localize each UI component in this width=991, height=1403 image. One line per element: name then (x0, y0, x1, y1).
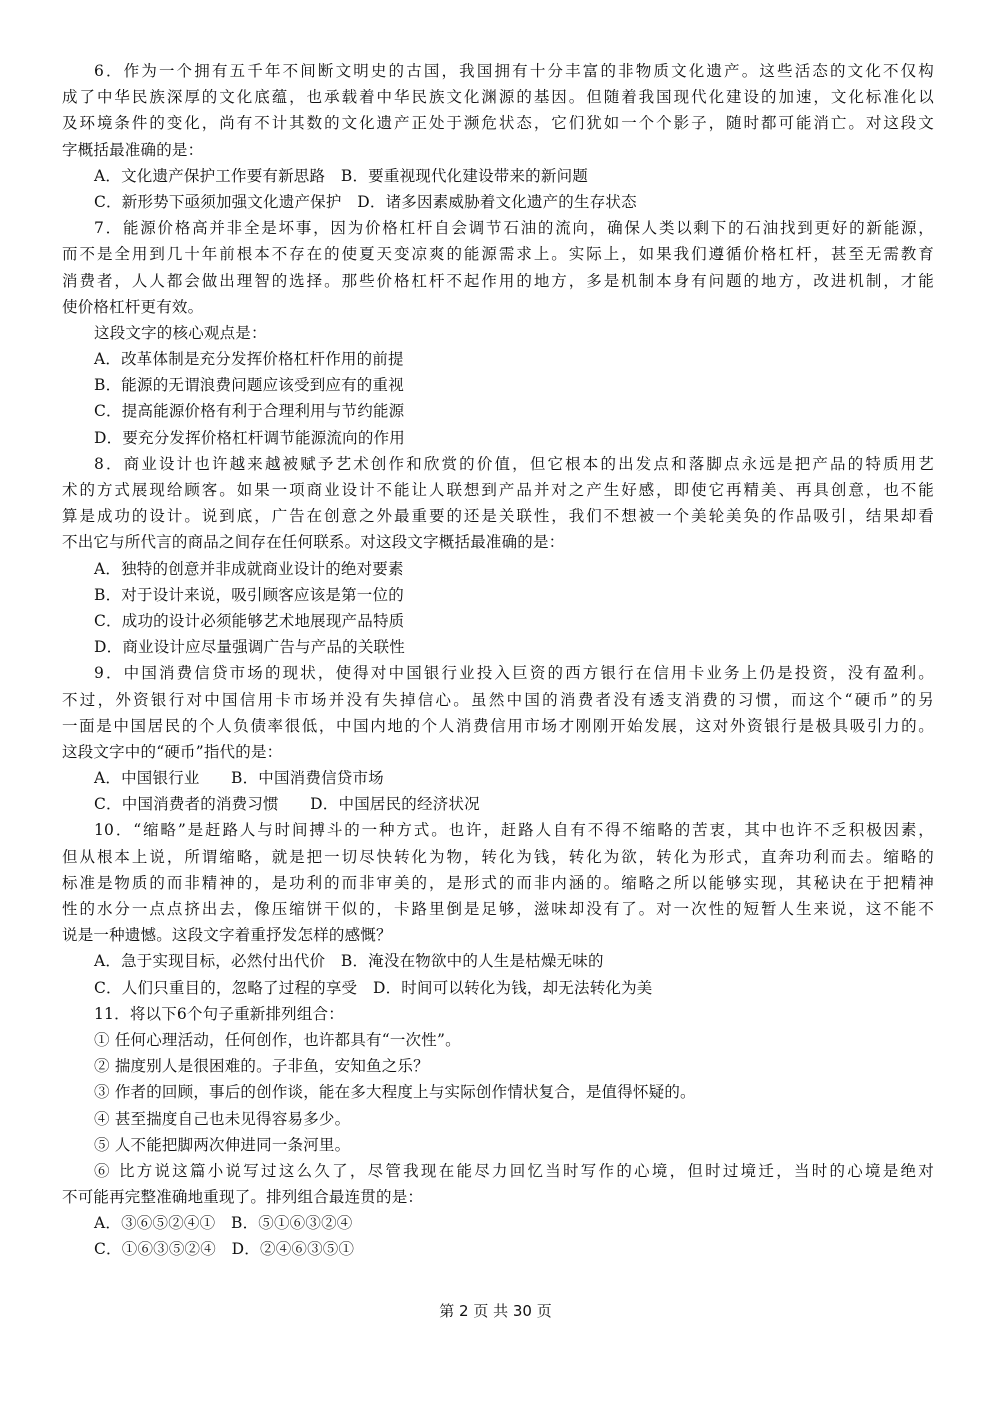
question-10 (62, 817, 934, 1000)
question-10-line: 说是一种遗憾。这段文字着重抒发怎样的感慨？ (62, 926, 392, 945)
document-page (62, 58, 934, 1263)
question-11-sentence: ③ 作者的回顾，事后的创作谈，能在多大程度上与实际创作情状复合，是值得怀疑的。 (94, 1083, 696, 1102)
question-7-line: 7．能源价格高并非全是坏事，因为价格杠杆自会调节石油的流向，确保人类以剩下的石油找到更好的新能源， (94, 219, 934, 238)
question-11-sentence: ⑤ 人不能把脚两次伸进同一条河里。 (94, 1135, 351, 1154)
question-9-options-row: C．中国消费者的消费习惯 D．中国居民的经济状况 (94, 795, 480, 814)
question-9-line: 这段文字中的“硬币”指代的是： (62, 742, 283, 761)
question-11-line: 11．将以下6个句子重新排列组合： (94, 1004, 344, 1023)
question-7-option: B．能源的无谓浪费问题应该受到应有的重视 (94, 376, 404, 395)
question-9 (62, 660, 934, 817)
question-6-options-row: A．文化遗产保护工作要有新思路 B．要重视现代化建设带来的新问题 (94, 166, 588, 185)
question-10-line: 但从根本上说，所谓缩略，就是把一切尽快转化为物，转化为钱，转化为欲，转化为形式，直奔功利而去。缩略的 (62, 847, 934, 866)
question-10-line: 标准是物质的而非精神的，是功利的而非审美的，是形式的而非内涵的。缩略之所以能够实现，其秘诀在于把精神 (62, 873, 934, 892)
question-10-options-row: A．急于实现目标，必然付出代价 B．淹没在物欲中的人生是枯燥无味的 (94, 952, 604, 971)
question-11-sentence: ② 揣度别人是很困难的。子非鱼，安知鱼之乐？ (94, 1057, 429, 1076)
question-7-line: 消费者，人人都会做出理智的选择。那些价格杠杆不起作用的地方，多是机制本身有问题的地方，改进机制，才能 (62, 271, 934, 290)
question-11-sentence: ① 任何心理活动，任何创作，也许都具有“一次性”。 (94, 1030, 461, 1049)
question-8-option: B．对于设计来说，吸引顾客应该是第一位的 (94, 585, 404, 604)
page-number-footer: 第 2 页 共 30 页 (439, 1302, 552, 1320)
question-7-prompt: 这段文字的核心观点是： (94, 323, 267, 342)
question-9-line: 一面是中国居民的个人负债率很低，中国内地的个人消费信用市场才刚刚开始发展，这对外资银行是极具吸引力的。 (62, 716, 934, 735)
question-10-options-row: C．人们只重目的，忽略了过程的享受 D．时间可以转化为钱，却无法转化为美 (94, 978, 653, 997)
question-6-line: 成了中华民族深厚的文化底蕴，也承载着中华民族文化渊源的基因。但随着我国现代化建设的加速，文化标准化以 (62, 88, 934, 107)
question-7-option: A．改革体制是充分发挥价格杠杆作用的前提 (94, 350, 404, 369)
question-8-line: 不出它与所代言的商品之间存在任何联系。对这段文字概括最准确的是： (62, 533, 565, 552)
question-11-sentence: ④ 甚至揣度自己也未见得容易多少。 (94, 1109, 351, 1128)
question-11 (62, 1001, 934, 1263)
question-11-options-row: A．③⑥⑤②④① B．⑤①⑥③②④ (94, 1214, 353, 1233)
question-8-line: 术的方式展现给顾客。如果一项商业设计不能让人联想到产品并对之产生好感，即使它再精美、再具创意，也不能 (62, 481, 934, 499)
question-8-line: 算是成功的设计。说到底，广告在创意之外最重要的还是关联性，我们不想被一个美轮美奂的作品吸引，结果却看 (62, 507, 934, 526)
question-9-options-row: A．中国银行业 B．中国消费信贷市场 (94, 769, 384, 788)
question-8-line: 8．商业设计也许越来越被赋予艺术创作和欣赏的价值，但它根本的出发点和落脚点永远是把产品的特质用艺 (94, 454, 934, 473)
question-11-options-row: C．①⑥③⑤②④ D．②④⑥③⑤① (94, 1240, 355, 1259)
question-7 (62, 215, 934, 451)
question-11-line: 不可能再完整准确地重现了。排列组合最连贯的是： (62, 1188, 424, 1207)
question-7-line: 使价格杠杆更有效。 (62, 297, 204, 316)
question-7-line: 而不是全用到几十年前根本不存在的使夏天变凉爽的能源需求上。实际上，如果我们遵循价格杠杆，甚至无需教育 (62, 245, 934, 264)
question-7-option: C．提高能源价格有利于合理利用与节约能源 (94, 402, 405, 421)
question-9-line: 9．中国消费信贷市场的现状，使得对中国银行业投入巨资的西方银行在信用卡业务上仍是投资，没有盈利。 (94, 664, 934, 683)
question-6-line: 字概括最准确的是： (62, 140, 204, 159)
question-6-line: 及环境条件的变化，尚有不计其数的文化遗产正处于濒危状态，它们犹如一个个影子，随时都可能消亡。对这段文 (62, 114, 934, 133)
question-6 (62, 58, 934, 215)
question-9-line: 不过，外资银行对中国信用卡市场并没有失掉信心。虽然中国的消费者没有透支消费的习惯，而这个“硬币”的另 (62, 690, 934, 709)
question-8-option: C．成功的设计必须能够艺术地展现产品特质 (94, 611, 405, 630)
question-11-sentence: ⑥ 比方说这篇小说写过这么久了，尽管我现在能尽力回忆当时写作的心境，但时过境迁，当时的心境是绝对 (94, 1161, 934, 1180)
question-8-option: D．商业设计应尽量强调广告与产品的关联性 (94, 638, 405, 657)
question-10-line: 性的水分一点点挤出去，像压缩饼干似的，卡路里倒是足够，滋味却没有了。对一次性的短暂人生来说，这不能不 (62, 900, 934, 918)
question-8 (62, 451, 934, 661)
question-6-line: 6．作为一个拥有五千年不间断文明史的古国，我国拥有十分丰富的非物质文化遗产。这些活态的文化不仅构 (94, 62, 934, 80)
question-8-option: A．独特的创意并非成就商业设计的绝对要素 (94, 559, 404, 578)
question-10-line: 10．“缩略”是赶路人与时间搏斗的一种方式。也许，赶路人自有不得不缩略的苦衷，其中也许不乏积极因素， (94, 821, 934, 840)
question-6-options-row: C．新形势下亟须加强文化遗产保护 D．诸多因素威胁着文化遗产的生存状态 (94, 192, 637, 211)
question-7-option: D．要充分发挥价格杠杆调节能源流向的作用 (94, 428, 405, 447)
